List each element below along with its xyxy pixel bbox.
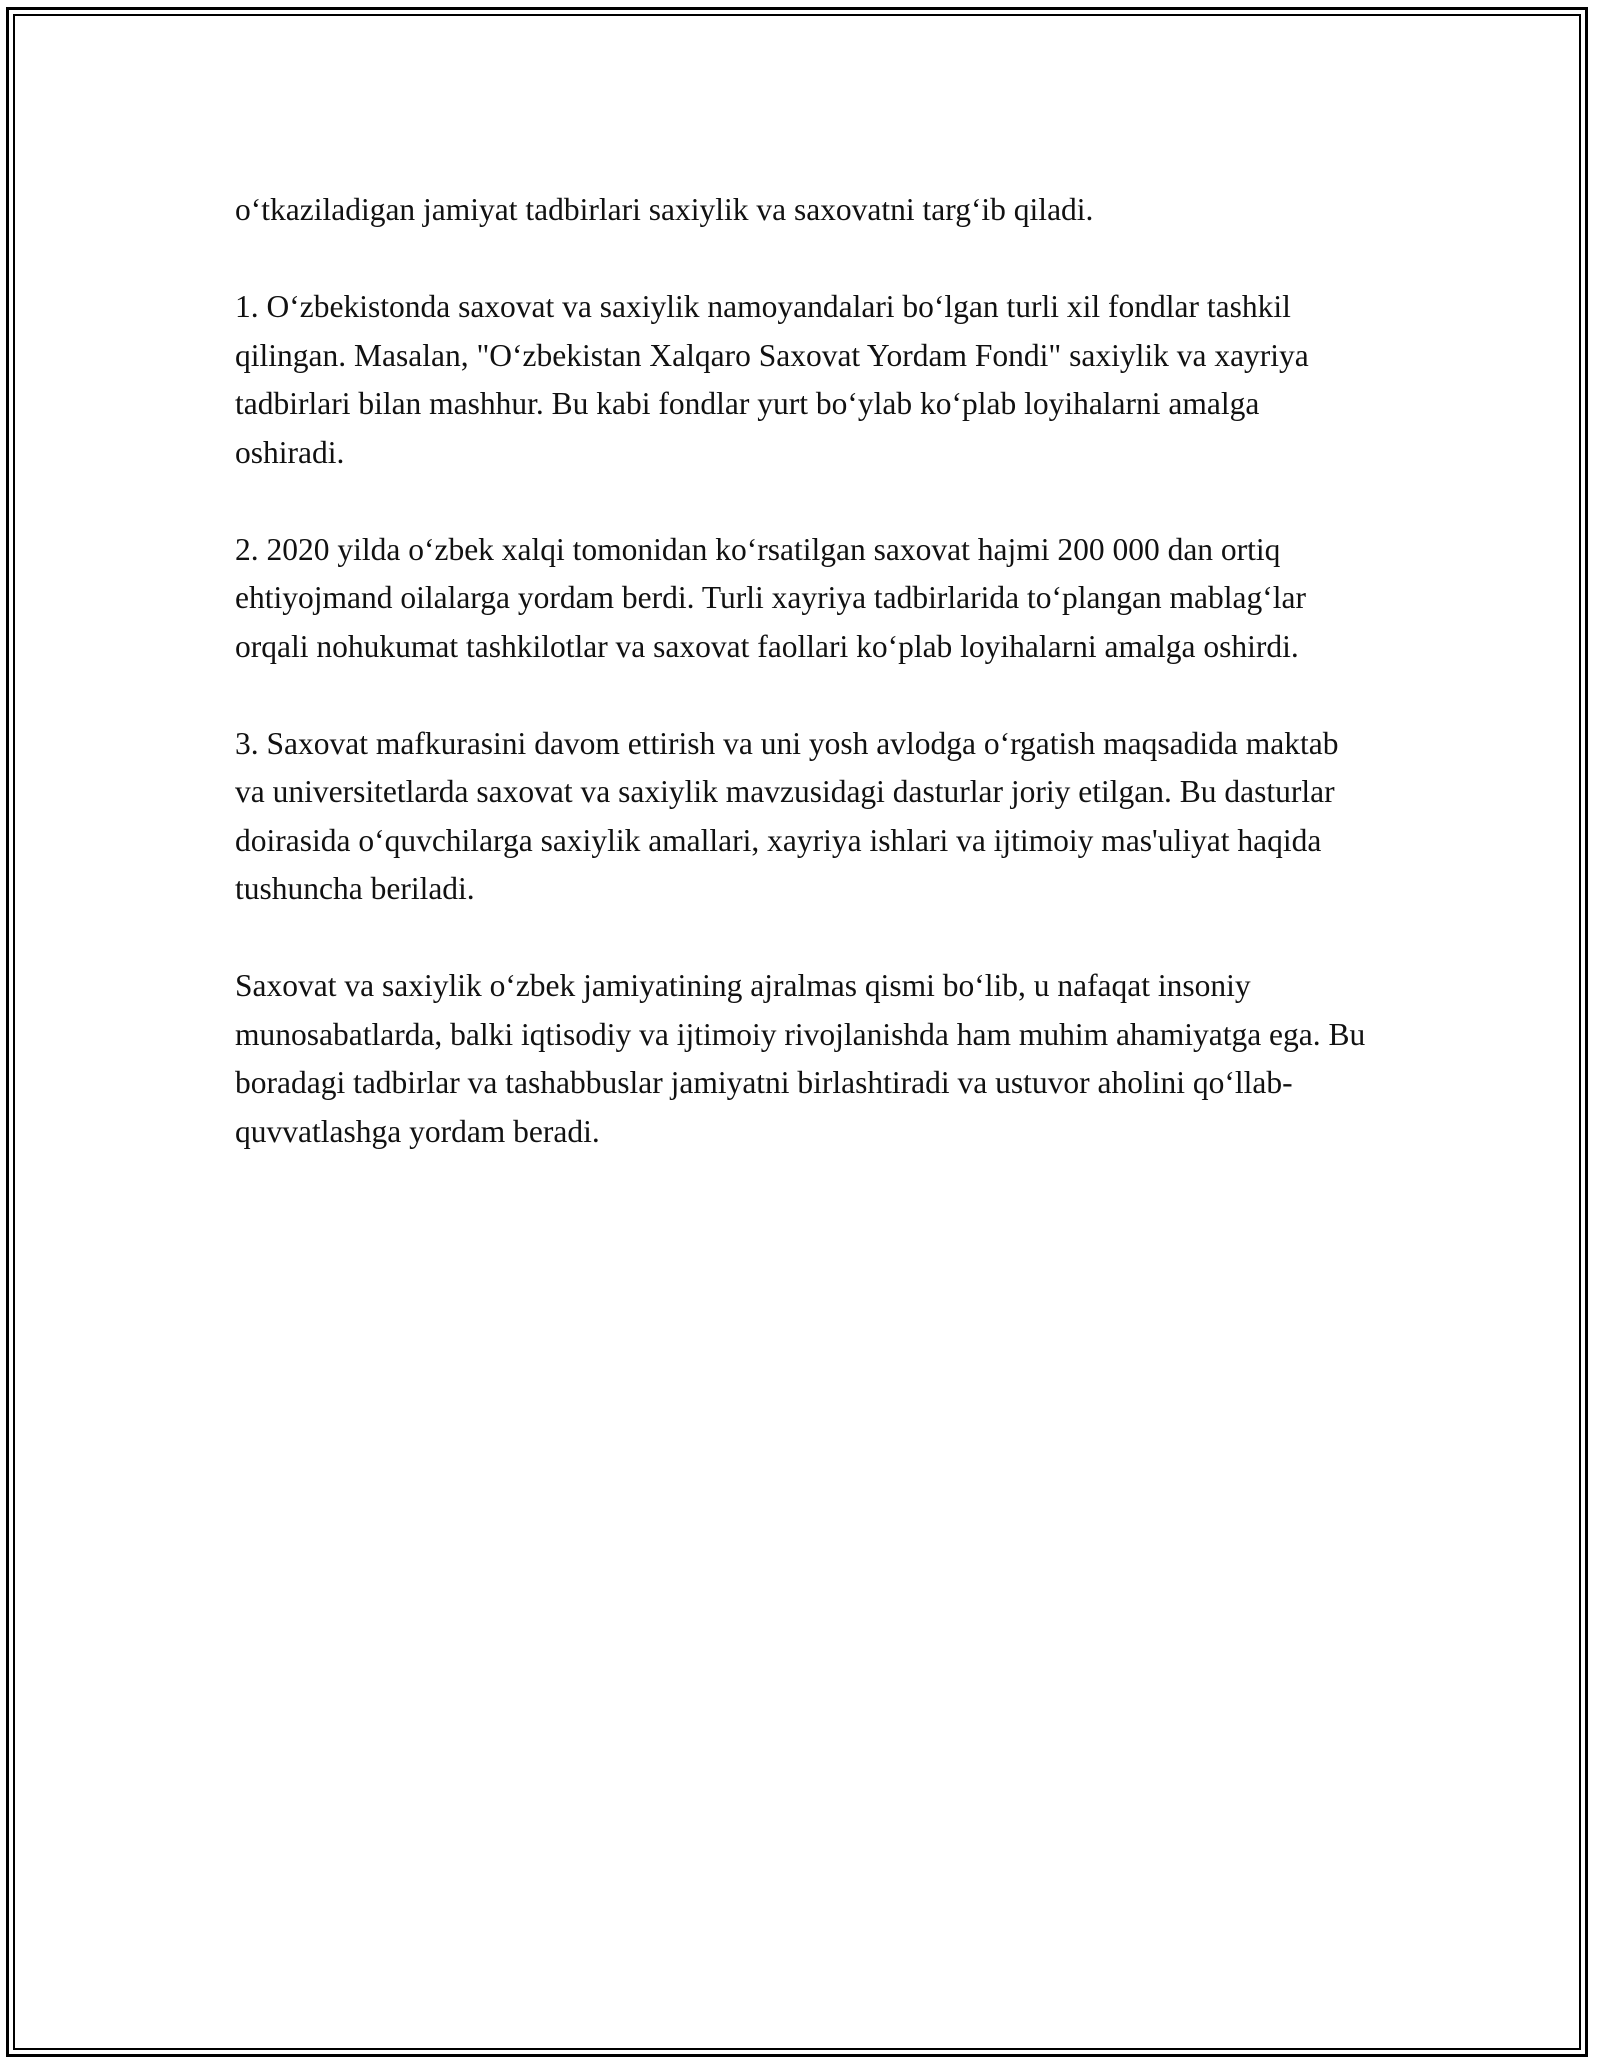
paragraph-item-3: 3. Saxovat mafkurasini davom ettirish va uni yosh avlodga o‘rgatish maqsadida maktab va universitetlarda saxovat va saxiylik mavzusidagi dasturlar joriy etilgan. Bu dasturlar doirasida o‘quvchilarga saxiylik amallari, xayriya ishlari va ijtimoiy mas'uliyat haqida tushuncha beriladi. xyxy=(235,725,1339,906)
paragraph-item-2: 2. 2020 yilda o‘zbek xalqi tomonidan ko‘rsatilgan saxovat hajmi 200 000 dan ortiq ehtiyojmand oilalarga yordam berdi. Turli xayriya tadbirlarida to‘plangan mablag‘lar orqali nohukumat tashkilotlar va saxovat faollari ko‘plab loyihalarni amalga oshirdi. xyxy=(235,531,1306,664)
paragraph-intro-continuation: o‘tkaziladigan jamiyat tadbirlari saxiylik va saxovatni targ‘ib qiladi. xyxy=(235,192,1094,227)
paragraph-conclusion: Saxovat va saxiylik o‘zbek jamiyatining ajralmas qismi bo‘lib, u nafaqat insoniy munosabatlarda, balki iqtisodiy va ijtimoiy rivojlanishda ham muhim ahamiyatga ega. Bu boradagi tadbirlar va tashabbuslar jamiyatni birlashtiradi va ustuvor aholini qo‘llab-quvvatlashga yordam beradi. xyxy=(235,968,1366,1149)
document-body xyxy=(235,186,1375,1205)
paragraph-item-1: 1. O‘zbekistonda saxovat va saxiylik namoyandalari bo‘lgan turli xil fondlar tashkil qilingan. Masalan, "O‘zbekistan Xalqaro Saxovat Yordam Fondi" saxiylik va xayriya tadbirlari bilan mashhur. Bu kabi fondlar yurt bo‘ylab ko‘plab loyihalarni amalga oshiradi. xyxy=(235,289,1309,470)
